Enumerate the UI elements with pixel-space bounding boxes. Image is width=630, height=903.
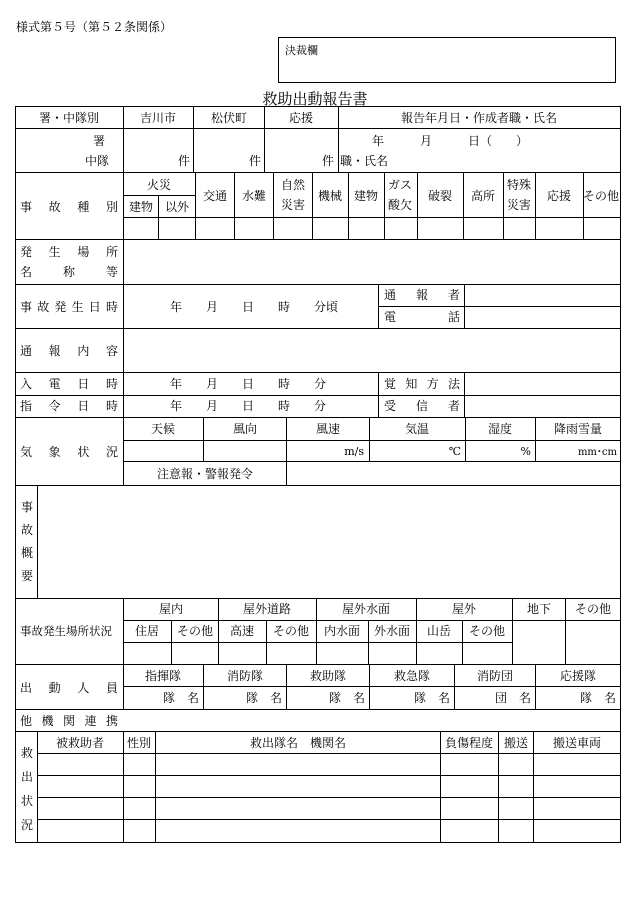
- special-label-1: 特殊: [506, 178, 532, 192]
- gas-label-2: 酸欠: [387, 198, 413, 212]
- summary-char-1: 事: [20, 500, 34, 514]
- rescue-col-sex: 性別: [126, 736, 152, 750]
- natural-label-2: 災害: [280, 198, 306, 212]
- weather-col-temperature: 気温: [404, 422, 430, 436]
- weather-col-precipitation: 降雨雪量: [553, 422, 603, 436]
- water-label: 水難: [241, 189, 267, 203]
- fire-building-label: 建物: [128, 200, 154, 214]
- count-yoshikawa: 件: [177, 154, 190, 168]
- weather-col-wind-speed: 風速: [315, 422, 341, 436]
- yoshikawa-label: 吉川市: [139, 111, 177, 125]
- receiver-label: 受信者: [384, 399, 460, 413]
- site-sub-road-other: その他: [272, 624, 310, 638]
- matsubushi-label: 松伏町: [210, 111, 248, 125]
- decision-label: 決裁欄: [285, 44, 318, 57]
- warning-label: 注意報・警報発令: [156, 467, 254, 481]
- temperature-unit: ℃: [448, 445, 461, 458]
- rescue-col-vehicle: 搬送車両: [552, 736, 602, 750]
- height-label: 高所: [470, 189, 496, 203]
- support-type-label: 応援: [546, 189, 572, 203]
- humidity-unit: %: [520, 445, 531, 458]
- count-matsubushi: 件: [248, 154, 261, 168]
- phone-label: 電話: [384, 310, 460, 324]
- unit-name-fire: 隊 名: [245, 691, 282, 705]
- rescue-col-victim: 被救助者: [55, 736, 105, 750]
- team-rescue: 救助隊: [309, 669, 347, 683]
- report-date-line: 年 月 日（ ）: [372, 134, 529, 148]
- team-ambulance: 救急隊: [393, 669, 431, 683]
- site-sub-open-water: 外水面: [373, 624, 411, 638]
- team-volunteer: 消防団: [476, 669, 514, 683]
- others-type-label: その他: [582, 189, 620, 203]
- team-support: 応援隊: [559, 669, 597, 683]
- site-sub-indoor-other: その他: [176, 624, 214, 638]
- accident-datetime-value: 年 月 日 時 分頃: [170, 300, 339, 314]
- gas-label-1: ガス: [387, 178, 413, 192]
- building-label: 建物: [353, 189, 379, 203]
- weather-label: 気象状況: [20, 445, 118, 459]
- form-grid: [15, 106, 621, 843]
- site-indoor: 屋内: [158, 602, 184, 616]
- unit-name-volunteer: 団 名: [494, 691, 531, 705]
- accident-type-label: 事故種別: [20, 200, 118, 214]
- command-time-label: 指令日時: [20, 399, 118, 413]
- count-support: 件: [321, 154, 334, 168]
- location-label-2: 名称等: [20, 265, 118, 279]
- team-command: 指揮隊: [144, 669, 182, 683]
- weather-col-humidity: 湿度: [487, 422, 513, 436]
- site-others: その他: [574, 602, 612, 616]
- natural-label-1: 自然: [280, 178, 306, 192]
- precipitation-unit: mm･cm: [577, 447, 617, 458]
- support-header-label: 応援: [288, 111, 314, 125]
- rescue-char-4: 況: [20, 818, 34, 832]
- weather-col-sky: 天候: [150, 422, 176, 436]
- site-sub-residence: 住居: [134, 624, 160, 638]
- unit-name-ambulance: 隊 名: [413, 691, 450, 705]
- fire-label: 火災: [146, 178, 172, 192]
- unit-name-rescue: 隊 名: [328, 691, 365, 705]
- position-name-label: 職・氏名: [340, 154, 389, 168]
- rescue-col-transport: 搬送: [503, 736, 529, 750]
- summary-char-2: 故: [20, 523, 34, 537]
- other-agencies-label: 他機関連携: [20, 714, 118, 728]
- unit-name-command: 隊 名: [162, 691, 199, 705]
- station-label: 署: [92, 134, 105, 148]
- site-sub-mountain: 山岳: [426, 624, 452, 638]
- form-labels: [20, 110, 619, 832]
- personnel-label: 出動人員: [20, 681, 118, 695]
- call-time-value: 年 月 日 時 分: [170, 377, 327, 391]
- special-label-2: 災害: [506, 198, 532, 212]
- traffic-label: 交通: [202, 189, 228, 203]
- machine-label: 機械: [317, 189, 343, 203]
- reporter-label: 通報者: [384, 288, 460, 302]
- unit-name-support: 隊 名: [579, 691, 616, 705]
- station-unit-label: 署・中隊別: [38, 111, 100, 125]
- summary-char-3: 概: [20, 546, 34, 560]
- site-underground: 地下: [526, 602, 552, 616]
- burst-label: 破裂: [427, 189, 453, 203]
- rescue-col-injury: 負傷程度: [444, 736, 494, 750]
- site-outdoor: 屋外: [451, 602, 477, 616]
- wind-speed-unit: m/s: [344, 445, 364, 458]
- call-time-label: 入電日時: [20, 377, 118, 391]
- site-outdoor-water: 屋外水面: [341, 602, 391, 616]
- site-sub-outdoor-other: その他: [468, 624, 506, 638]
- rescue-col-team: 救出隊名 機関名: [249, 736, 347, 750]
- unit-label: 中隊: [84, 154, 109, 168]
- rescue-char-1: 救: [20, 746, 34, 760]
- report-content-label: 通報内容: [20, 344, 118, 358]
- weather-col-wind-dir: 風向: [232, 422, 258, 436]
- team-fire: 消防隊: [226, 669, 264, 683]
- report-meta-label: 報告年月日・作成者職・氏名: [400, 111, 558, 125]
- form-number: 様式第５号（第５２条関係）: [16, 20, 173, 34]
- location-label-1: 発生場所: [20, 245, 118, 259]
- site-sub-inland-water: 内水面: [323, 624, 361, 638]
- site-status-label: 事故発生場所状況: [20, 624, 112, 638]
- accident-datetime-label: 事故発生日時: [20, 300, 118, 314]
- rescue-char-2: 出: [20, 770, 34, 784]
- fire-other-label: 以外: [164, 200, 190, 214]
- command-time-value: 年 月 日 時 分: [170, 399, 327, 413]
- summary-char-4: 要: [20, 569, 34, 583]
- site-outdoor-road: 屋外道路: [242, 602, 292, 616]
- detection-method-label: 覚知方法: [384, 377, 460, 391]
- site-sub-highway: 高速: [229, 624, 255, 638]
- document-title: 救助出動報告書: [262, 90, 368, 108]
- rescue-char-3: 状: [20, 794, 34, 808]
